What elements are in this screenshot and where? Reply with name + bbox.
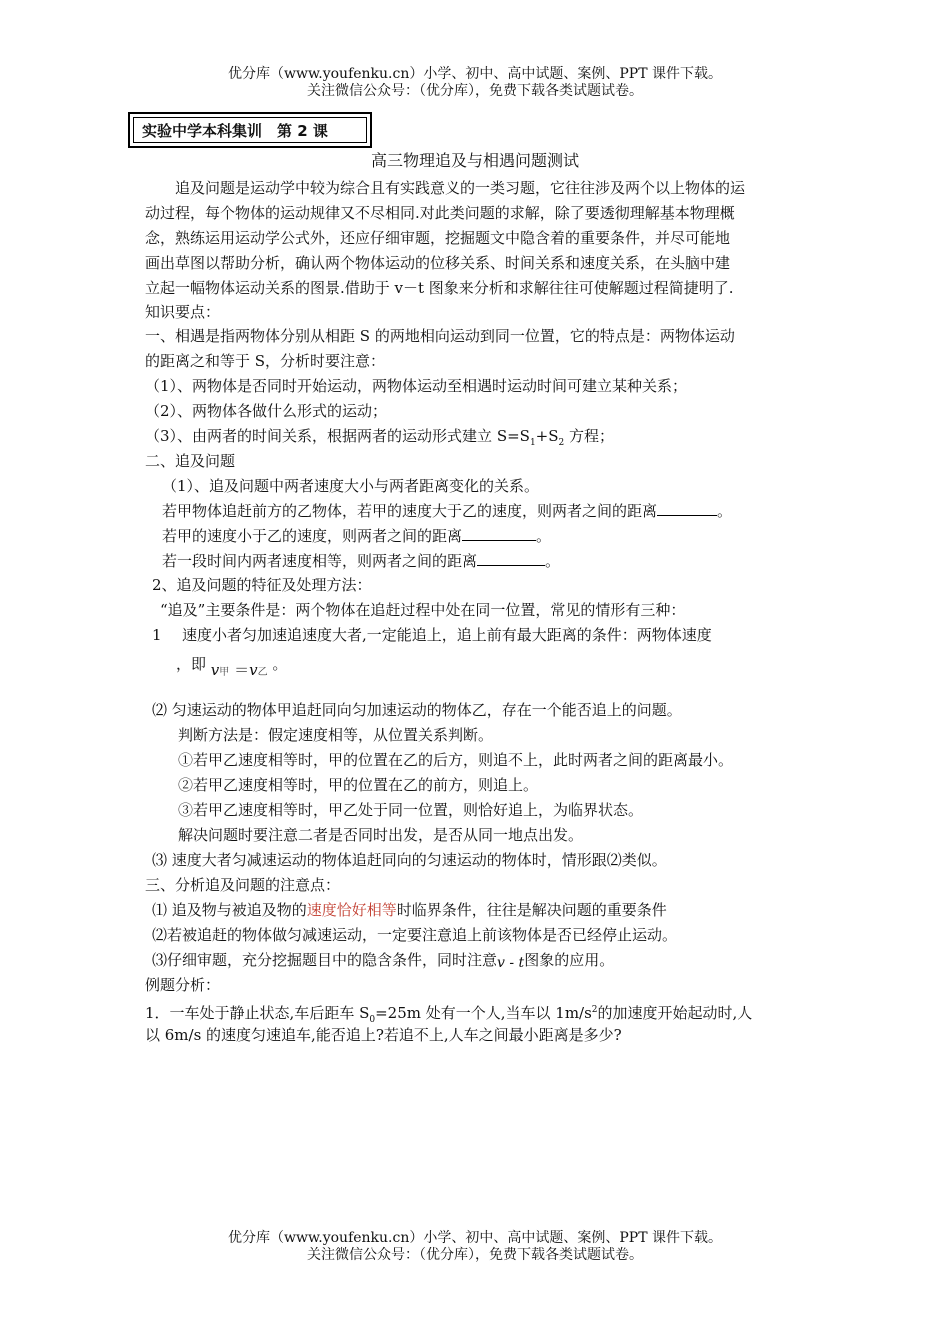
chase-a3-text: 若一段时间内两者速度相等，则两者之间的距离 — [162, 552, 478, 570]
v-t-formula: v - t — [497, 955, 525, 971]
period: 。 — [545, 552, 561, 570]
v-formula — [211, 661, 273, 679]
intro-line: 立起一幅物体运动关系的图景.借助于 v－t 图象来分析和求解往往可使解题过程简捷明了. — [145, 279, 734, 297]
chase-a1 — [162, 500, 732, 521]
answer-blank[interactable] — [657, 500, 717, 516]
chase-a2 — [162, 525, 551, 546]
case-2-option-3: ③若甲乙速度相等时，甲乙处于同一位置，则恰好追上，为临界状态。 — [178, 801, 644, 819]
intro-line: 动过程，每个物体的运动规律又不尽相同.对此类问题的求解，除了要透彻理解基本物理概 — [145, 204, 735, 222]
header-line-2: 关注微信公众号：（优分库），免费下载各类试题试卷。 — [307, 83, 643, 99]
chase-a1-text: 若甲物体追赶前方的乙物体，若甲的速度大于乙的速度，则两者之间的距离 — [162, 502, 658, 520]
jia-subscript: 甲 — [219, 667, 230, 678]
case-3: ⑶ 速度大者匀减速运动的物体追赶同向的匀速运动的物体时，情形跟⑵类似。 — [152, 851, 667, 869]
answer-blank[interactable] — [477, 550, 545, 566]
knowledge-title: 知识要点： — [145, 303, 221, 321]
case-1-number: 1 — [152, 626, 162, 644]
meet-point-3-end: 方程； — [564, 427, 615, 445]
plus-text: +S — [535, 427, 559, 445]
note-1-pre: ⑴ 追及物与被追及物的 — [152, 901, 307, 919]
chase-title: 二、追及问题 — [145, 452, 236, 470]
header-line-1: 优分库（www.youfenku.cn）小学、初中、高中试题、案例、PPT 课件下载。 — [227, 66, 722, 82]
footer-line-2: 关注微信公众号：（优分库），免费下载各类试题试卷。 — [307, 1247, 643, 1263]
case-1: 速度小者匀加速追速度大者,一定能追上，追上前有最大距离的条件：两物体速度 — [182, 626, 712, 644]
course-box — [128, 112, 372, 148]
meet-line-1: 一、相遇是指两物体分别从相距 S 的两地相向运动到同一位置，它的特点是：两物体运动 — [145, 327, 735, 345]
superscript: 2 — [591, 1005, 598, 1015]
examples-title: 例题分析： — [145, 976, 221, 994]
yi-subscript: 乙 — [257, 667, 268, 678]
note-1 — [152, 900, 667, 920]
page-title: 高三物理追及与相遇问题测试 — [370, 151, 579, 170]
case-2: ⑵ 匀速运动的物体甲追赶同向匀加速运动的物体乙，存在一个能否追上的问题。 — [152, 701, 682, 719]
period: 。 — [272, 655, 288, 673]
notes-title: 三、分析追及问题的注意点： — [145, 876, 341, 894]
v-symbol: v — [210, 661, 220, 679]
meet-line-2: 的距离之和等于 S，分析时要注意： — [145, 352, 386, 370]
note-3-post: 图象的应用。 — [524, 951, 615, 969]
case-1-formula-line — [176, 654, 287, 677]
case-2-option-2: ②若甲乙速度相等时，甲的位置在乙的前方，则追上。 — [178, 776, 539, 794]
equals-sign: ＝ — [234, 661, 250, 679]
period: 。 — [536, 527, 552, 545]
example-1-text-a: 1．一车处于静止状态,车后距车 S — [145, 1004, 370, 1022]
note-1-post: 时临界条件，往往是解决问题的重要条件 — [396, 901, 667, 919]
subscript: 1 — [529, 438, 536, 448]
footer-line-1: 优分库（www.youfenku.cn）小学、初中、高中试题、案例、PPT 课件下载。 — [227, 1230, 722, 1246]
case-1-formula-prefix: ，即 — [176, 655, 207, 673]
subscript: 0 — [369, 1015, 376, 1025]
period: 。 — [717, 502, 733, 520]
meet-point-2: （2）、两物体各做什么形式的运动； — [145, 402, 388, 420]
example-1-text-b: =25m 处有一个人,当车以 1m/s — [375, 1004, 592, 1022]
example-1-line-2: 以 6m/s 的速度匀速追车,能否追上?若追不上,人车之间最小距离是多少? — [145, 1026, 622, 1044]
chase-a3 — [162, 550, 560, 571]
answer-blank[interactable] — [462, 525, 536, 541]
subscript: 2 — [558, 438, 565, 448]
note-3-pre: ⑶仔细审题，充分挖掘题目中的隐含条件，同时注意 — [152, 951, 498, 969]
case-2-method: 判断方法是：假定速度相等，从位置关系判断。 — [178, 726, 494, 744]
chase-q1: （1）、追及问题中两者速度大小与两者距离变化的关系。 — [162, 477, 540, 495]
chase-condition: “追及”主要条件是：两个物体在追赶过程中处在同一位置，常见的情形有三种： — [160, 601, 686, 619]
note-1-highlight: 速度恰好相等 — [306, 901, 397, 919]
case-2-option-1: ①若甲乙速度相等时，甲的位置在乙的后方，则追不上，此时两者之间的距离最小。 — [178, 751, 734, 769]
course-box-label: 实验中学本科集训 第 2 课 — [133, 117, 367, 143]
meet-point-1: （1）、两物体是否同时开始运动，两物体运动至相遇时运动时间可建立某种关系； — [145, 377, 688, 395]
meet-point-3 — [145, 426, 614, 453]
note-2: ⑵若被追赶的物体做匀减速运动，一定要注意追上前该物体是否已经停止运动。 — [152, 926, 678, 944]
note-3 — [152, 950, 614, 971]
chase-a2-text: 若甲的速度小于乙的速度，则两者之间的距离 — [162, 527, 463, 545]
v-symbol: v — [249, 661, 258, 679]
example-1-text-c: 的加速度开始起动时,人 — [597, 1004, 753, 1022]
meet-point-3-text: （3）、由两者的时间关系，根据两者的运动形式建立 S=S — [145, 427, 530, 445]
intro-line: 念，熟练运用运动学公式外，还应仔细审题，挖掘题文中隐含着的重要条件，并尽可能地 — [145, 229, 731, 247]
intro-line: 追及问题是运动学中较为综合且有实践意义的一类习题，它往往涉及两个以上物体的运 — [145, 179, 746, 197]
chase-q2: 2、追及问题的特征及处理方法： — [152, 576, 372, 594]
case-2-note: 解决问题时要注意二者是否同时出发，是否从同一地点出发。 — [178, 826, 584, 844]
intro-line: 画出草图以帮助分析，确认两个物体运动的位移关系、时间关系和速度关系，在头脑中建 — [145, 254, 731, 272]
